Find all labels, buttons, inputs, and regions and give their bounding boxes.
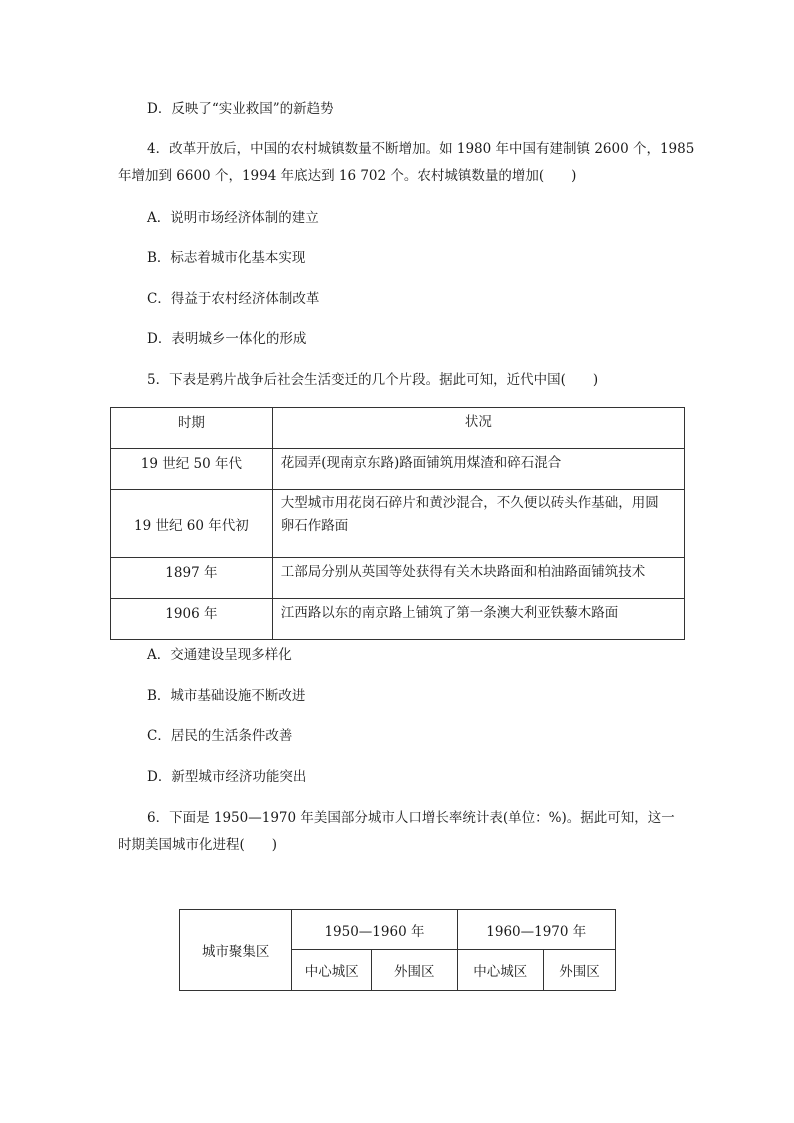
subheader-outer-2: 外围区 bbox=[544, 950, 616, 991]
row-period: 19 世纪 60 年代初 bbox=[111, 490, 273, 558]
row-status: 工部局分别从英国等处获得有关木块路面和柏油路面铺筑技术 bbox=[272, 558, 684, 599]
header-city-area: 城市聚集区 bbox=[180, 910, 292, 991]
header-period: 时期 bbox=[111, 408, 273, 449]
q5-option-c: C．居民的生活条件改善 bbox=[147, 728, 293, 744]
q4-stem-line1: 4．改革开放后，中国的农村城镇数量不断增加。如 1980 年中国有建制镇 2600 个，1985 bbox=[147, 141, 695, 157]
table-row bbox=[111, 449, 685, 490]
q4-option-b: B．标志着城市化基本实现 bbox=[147, 250, 306, 266]
q4-option-c: C．得益于农村经济体制改革 bbox=[147, 291, 320, 307]
q4-option-d: D．表明城乡一体化的形成 bbox=[147, 331, 307, 347]
header-status: 状况 bbox=[272, 408, 684, 449]
q5-option-b: B．城市基础设施不断改进 bbox=[147, 688, 306, 704]
q5-table bbox=[110, 407, 685, 640]
q6-stem-line2: 时期美国城市化进程( ) bbox=[118, 837, 278, 853]
row-period: 1906 年 bbox=[111, 599, 273, 640]
table-row bbox=[111, 558, 685, 599]
header-period-1950: 1950—1960 年 bbox=[292, 910, 457, 950]
q6-stem-line1: 6．下面是 1950—1970 年美国部分城市人口增长率统计表(单位：%)。据此可知，这一 bbox=[147, 810, 675, 826]
row-status-line1: 大型城市用花岗石碎片和黄沙混合，不久便以砖头作基础，用圆 bbox=[280, 495, 659, 511]
table-row bbox=[111, 599, 685, 640]
subheader-center-2: 中心城区 bbox=[457, 950, 543, 991]
q5-option-a: A．交通建设呈现多样化 bbox=[147, 647, 292, 663]
row-period: 1897 年 bbox=[111, 558, 273, 599]
subheader-outer-1: 外围区 bbox=[372, 950, 457, 991]
row-status: 花园弄(现南京东路)路面铺筑用煤渣和碎石混合 bbox=[272, 449, 684, 490]
q4-stem-line2: 年增加到 6600 个，1994 年底达到 16 702 个。农村城镇数量的增加( ) bbox=[118, 168, 577, 184]
row-period: 19 世纪 50 年代 bbox=[111, 449, 273, 490]
subheader-center-1: 中心城区 bbox=[292, 950, 372, 991]
q4-option-a: A．说明市场经济体制的建立 bbox=[147, 210, 319, 226]
row-status bbox=[272, 490, 684, 558]
q5-stem: 5．下表是鸦片战争后社会生活变迁的几个片段。据此可知，近代中国( ) bbox=[147, 372, 599, 388]
q3-option-d: D．反映了“实业救国”的新趋势 bbox=[147, 101, 334, 117]
table-row bbox=[111, 490, 685, 558]
table-header-row bbox=[111, 408, 685, 449]
q5-option-d: D．新型城市经济功能突出 bbox=[147, 769, 307, 785]
table-header-row bbox=[180, 910, 616, 950]
row-status-line2: 卵石作路面 bbox=[280, 518, 349, 534]
row-status: 江西路以东的南京路上铺筑了第一条澳大利亚铁藜木路面 bbox=[272, 599, 684, 640]
q6-table bbox=[179, 909, 616, 991]
header-period-1960: 1960—1970 年 bbox=[457, 910, 615, 950]
